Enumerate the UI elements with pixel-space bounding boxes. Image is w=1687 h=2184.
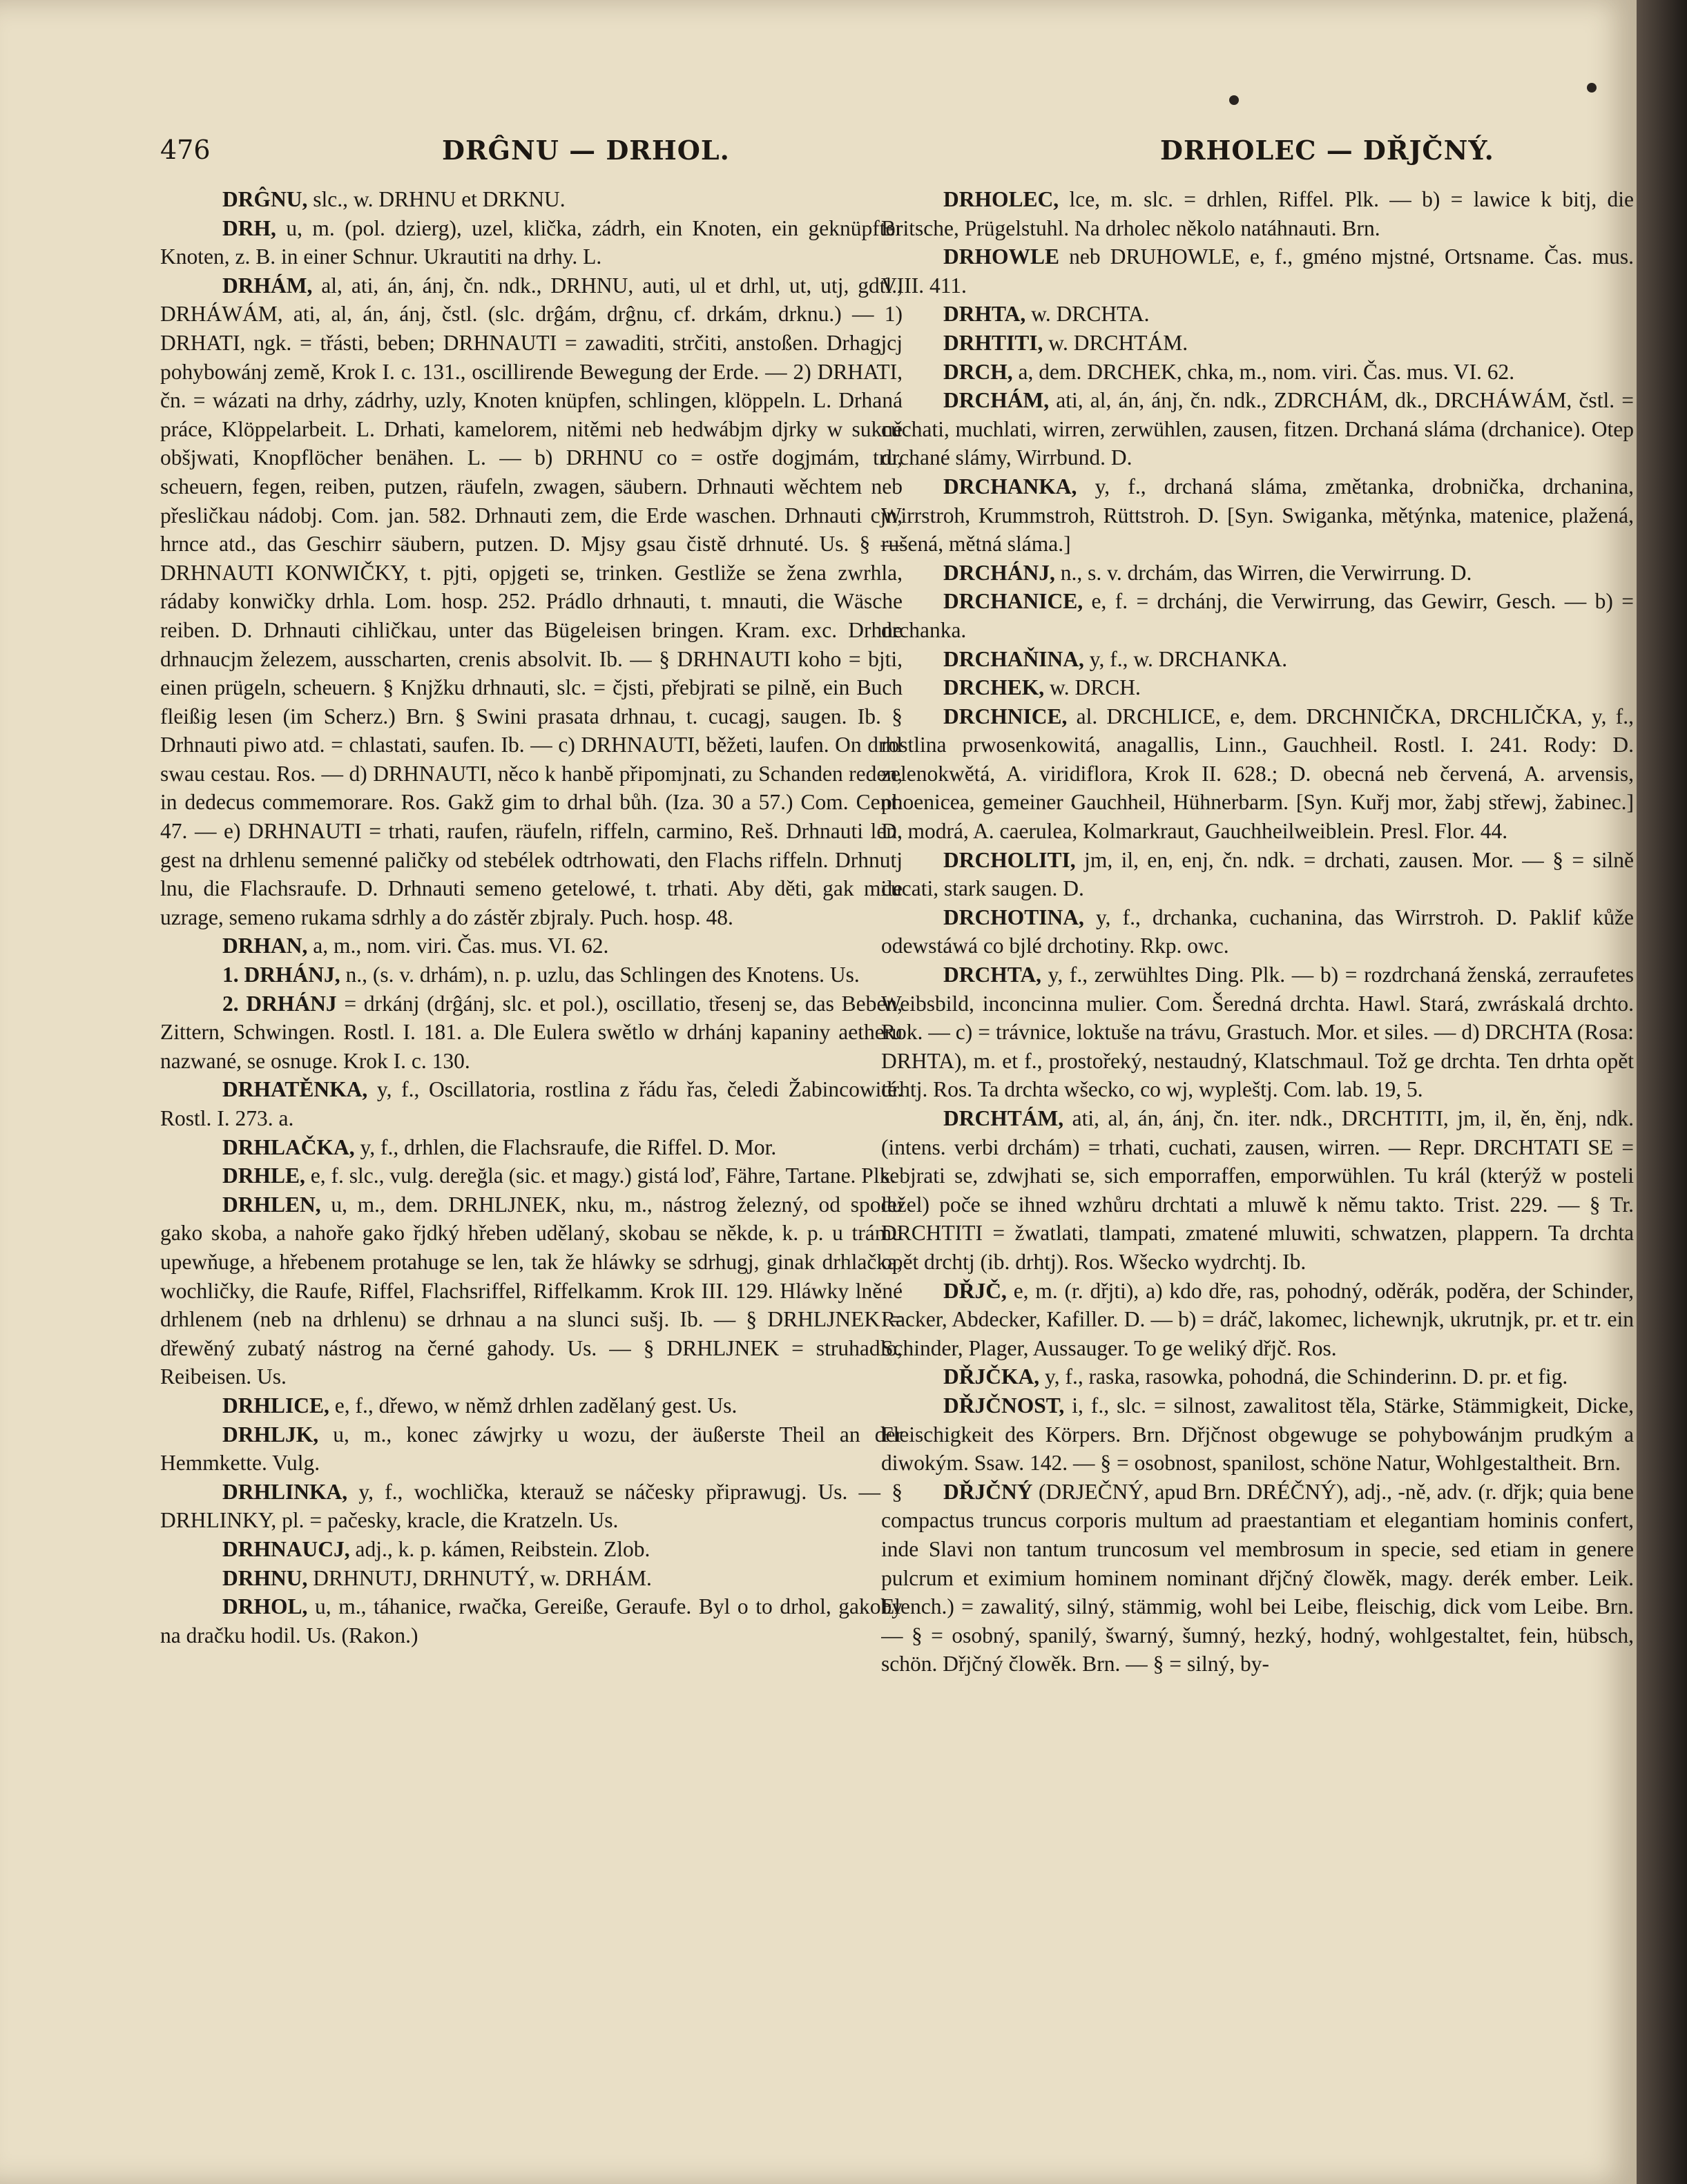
- dictionary-entry: [881, 702, 1634, 846]
- entry-text: u, m., táhanice, rwačka, Gereiße, Geraufe. Byl o to drhol, gakoby na dračku hodil. Us. (Rakon.): [160, 1594, 903, 1647]
- dictionary-entry: [160, 214, 903, 271]
- entry-text: y, f., raska, rasowka, pohodná, die Schinderinn. D. pr. et fig.: [1045, 1364, 1568, 1389]
- dictionary-entry: [881, 1478, 1634, 1679]
- dictionary-entry: [160, 1161, 903, 1190]
- dictionary-entry: [881, 1362, 1634, 1391]
- entry-text: y, f., zerwühltes Ding. Plk. — b) = rozdrchaná ženská, zerraufetes Weibsbild, inconcinna mulier. Com. Šeredná drchta. Hawl. Stará, zwráskalá drchto. Rok. — c) = trávnice, loktuše na trávu, Grastuch. Mor. et siles. — d) DRCHTA (Rosa: DRHTA), m. et f., prostořeký, nestaudný, Klatschmaul. Tož ge drchta. Ten drhta opět drhtj. Ros. Ta drchta wšecko, co wj, wypleštj. Com. lab. 19, 5.: [881, 963, 1634, 1102]
- entry-headword: DRHLJK,: [222, 1422, 319, 1447]
- entry-headword: DŘJČNOST,: [943, 1393, 1065, 1418]
- dictionary-entry: [881, 329, 1634, 358]
- entry-text: y, f., drchaná sláma, změtanka, drobnička, drchanina, Wirrstroh, Krummstroh, Rüttstroh. D. [Syn. Swiganka, mětýnka, matenice, plažená, rušená, mětná sláma.]: [881, 474, 1634, 557]
- entry-text: e, f. = drchánj, die Verwirrung, das Gewirr, Gesch. — b) = drchanka.: [881, 589, 1634, 642]
- entry-text: u, m. (pol. dzierg), uzel, klička, zádrh, ein Knoten, ein geknüpfter Knoten, z. B. in einer Schnur. Ukrautiti na drhy. L.: [160, 215, 903, 269]
- entry-headword: DRHTITI,: [943, 330, 1043, 355]
- dictionary-entry: [881, 846, 1634, 903]
- entry-headword: DRHLINKA,: [222, 1479, 348, 1504]
- dictionary-entry: [160, 1190, 903, 1391]
- entry-headword: DŘJČNÝ: [943, 1479, 1033, 1504]
- entry-headword: DŘJČKA,: [943, 1364, 1040, 1389]
- entry-text: u, m., dem. DRHLJNEK, nku, m., nástrog železný, od spodu gako skoba, a nahoře gako řjdký hřeben udělaný, skobau se někde, k. p. u trámu upewňuge, a hřebenem protahuge se len, tak že hláwky se sdrhugj, ginak drhlačka, wochličky, die Raufe, Riffel, Flachsriffel, Riffelkamm. Krok III. 129. Hláwky lněné drhlenem (neb na drhlenu) se drhnau a na slunci sušj. Ib. — § DRHLJNEK = dřewěný zubatý nástrog na černé gahody. Us. — § DRHLJNEK = struhadlo, Reibeisen. Us.: [160, 1192, 903, 1389]
- right-column: [881, 185, 1634, 2160]
- entry-headword: DRCHAŇINA,: [943, 646, 1084, 671]
- entry-text: y, f., w. DRCHANKA.: [1089, 646, 1288, 671]
- dictionary-entry: [160, 931, 903, 960]
- entry-headword: DRH,: [222, 215, 276, 240]
- dictionary-entry: [160, 989, 903, 1076]
- dictionary-entry: [160, 960, 903, 989]
- entry-text: lce, m. slc. = drhlen, Riffel. Plk. — b) = lawice k bitj, die Britsche, Prügelstuhl. Na drholec několo natáhnauti. Brn.: [881, 187, 1634, 240]
- dictionary-entry: [160, 1535, 903, 1564]
- entry-text: DRHNUTJ, DRHNUTÝ, w. DRHÁM.: [313, 1565, 652, 1590]
- entry-headword: DRHOWLE: [943, 244, 1060, 269]
- entry-headword: DRHLICE,: [222, 1393, 329, 1418]
- dictionary-entry: [160, 1075, 903, 1132]
- entry-headword: DRHTA,: [943, 302, 1026, 327]
- entry-text: ati, al, án, ánj, čn. iter. ndk., DRCHTITI, jm, il, ěn, ěnj, ndk. (intens. verbi drchám) = trhati, cuchati, zausen, wirren. — Repr. DRCHTATI SE = sebjrati se, zdwjhati se, sich emporraffen, emporwühlen. Tu král (kterýž w posteli ležel) poče se ihned wzhůru drchtati a mluwě k němu takto. Trist. 229. — § Tr. DRCHTITI = žwatlati, tlampati, zmatené mluwiti, schwatzen, plappern. Ta drchta opět drchtj (ib. drhtj). Ros. Wšecko wydrchtj. Ib.: [881, 1106, 1634, 1274]
- entry-headword: DRHLE,: [222, 1163, 305, 1188]
- left-column: [160, 185, 903, 2160]
- ink-dot: [1229, 95, 1239, 105]
- entry-text: slc., w. DRHNU et DRKNU.: [313, 187, 566, 211]
- entry-text: y, f., drchanka, cuchanina, das Wirrstroh. D. Paklif kůže odewstáwá co bjlé drchotiny. Rkp. owc.: [881, 905, 1634, 958]
- entry-text: w. DRCHTÁM.: [1048, 330, 1188, 355]
- entry-headword: DRCHÁNJ,: [943, 560, 1055, 585]
- entry-text: w. DRCHTA.: [1031, 302, 1150, 327]
- entry-headword: DRCHOTINA,: [943, 905, 1084, 929]
- ink-dot: [1587, 83, 1597, 93]
- dictionary-entry: [881, 472, 1634, 559]
- running-header: [0, 135, 1637, 169]
- dictionary-entry: [881, 1277, 1634, 1363]
- entry-headword: DRHOLEC,: [943, 187, 1059, 211]
- entry-headword: DRHÁM,: [222, 273, 313, 298]
- dictionary-entry: [881, 960, 1634, 1104]
- entry-headword: DRHOL,: [222, 1594, 308, 1619]
- dictionary-entry: [881, 673, 1634, 702]
- entry-headword: 1. DRHÁNJ,: [222, 963, 340, 987]
- dictionary-entry: [881, 1104, 1634, 1277]
- entry-text: y, f., Oscillatoria, rostlina z řádu řas, čeledi Žabincowité. Rostl. I. 273. a.: [160, 1077, 903, 1130]
- dictionary-entry: [881, 1391, 1634, 1478]
- entry-headword: DRHLAČKA,: [222, 1134, 355, 1159]
- entry-text: a, m., nom. viri. Čas. mus. VI. 62.: [313, 934, 609, 958]
- entry-headword: DRĜNU,: [222, 187, 308, 211]
- dictionary-entry: [160, 185, 903, 214]
- entry-headword: DRHNU,: [222, 1565, 308, 1590]
- entry-headword: DRCHOLITI,: [943, 847, 1076, 872]
- dictionary-entry: [881, 587, 1634, 644]
- left-running-head: DRĜNU — DRHOL.: [442, 135, 730, 166]
- dictionary-entry: [881, 242, 1634, 300]
- entry-headword: DRHATĚNKA,: [222, 1077, 368, 1102]
- entry-text: al, ati, án, ánj, čn. ndk., DRHNU, auti, ul et drhl, ut, utj, gdtl., DRHÁWÁM, ati, al, án, ánj, čstl. (slc. drĝám, drĝnu, cf. drkám, drknu.) — 1) DRHATI, ngk. = třásti, beben; DRHNAUTI = zawaditi, strčiti, anstoßen. Drhagjcj pohybowánj země, Krok I. c. 131., oscillirende Bewegung der Erde. — 2) DRHATI, čn. = wázati na drhy, zádrhy, uzly, Knoten knüpfen, schlingen, klöppeln. L. Drhaná práce, Klöppelarbeit. L. Drhati, kamelorem, nitěmi neb hedwábjm djrky w sukně obšjwati, Knopflöcher benähen. L. — b) DRHNU co = ostře dogjmám, tru, scheuern, fegen, reiben, putzen, räufeln, zwagen, säubern. Drhnauti wěchtem neb přesličkau nádobj. Com. jan. 582. Drhnauti zem, die Erde waschen. Drhnauti cjn, hrnce atd., das Geschirr säubern, putzen. D. Mjsy gsau čistě drhnuté. Us. § — DRHNAUTI KONWIČKY, t. pjti, opjgeti se, trinken. Gestliže se žena zwrhla, rádaby konwičky drhla. Lom. hosp. 252. Prádlo drhnauti, t. mnauti, die Wäsche reiben. D. Drhnauti cihličkau, unter das Bügeleisen bringen. Kram. exc. Drhne drhnaucjm železem, ausscharten, crenis absolvit. Ib. — § DRHNAUTI koho = bjti, einen prügeln, scheuern. § Knjžku drhnauti, slc. = čjsti, přebjrati se pilně, ein Buch fleißig lesen (im Scherz.) Brn. § Swini prasata drhnau, t. cucagj, saugen. Ib. § Drhnauti piwo atd. = chlastati, saufen. Ib. — c) DRHNAUTI, běžeti, laufen. On drhl swau cestau. Ros. — d) DRHNAUTI, něco k hanbě připomjnati, zu Schanden reden, in dedecus commemorare. Ros. Gakž gim to drhal bůh. (Iza. 30 a 57.) Com. Cent. 47. — e) DRHNAUTI = trhati, raufen, räufeln, riffeln, carmino, Reš. Drhnauti len, gest na drhlenu semenné paličky od stebélek odtrhowati, den Flachs riffeln. Drhnutj lnu, die Flachsraufe. D. Drhnauti semeno getelowé, t. trhati. Aby děti, gak mile uzrage, semeno rukama sdrhly a do zástěr zbjraly. Puch. hosp. 48.: [160, 273, 903, 929]
- dictionary-entry: [160, 1564, 903, 1593]
- entry-headword: DRCHTA,: [943, 963, 1042, 987]
- entry-text: i, f., slc. = silnost, zawalitost těla, Stärke, Stämmigkeit, Dicke, Fleischigkeit des Körpers. Brn. Dřjčnost obgewuge se pohybowánjm prudkým a diwokým. Ssaw. 142. — § = osobnost, spanilost, schöne Natur, Wohlgestaltheit. Brn.: [881, 1393, 1634, 1476]
- entry-text: = drkánj (drĝánj, slc. et pol.), oscillatio, třesenj se, das Beben, Zittern, Schwingen. Rostl. I. 181. a. Dle Eulera swětlo w drhánj kapaniny aetheru nazwané, se osnuge. Krok I. c. 130.: [160, 991, 903, 1073]
- entry-text: (DRJEČNÝ, apud Brn. DRÉČNÝ), adj., -ně, adv. (r. dřjk; quia bene compactus truncus corporis multum ad praestantiam et elegantiam hominis confert, inde Slavi non tantum truncosum vel membrosum in specie, sed etiam in genere pulcrum et eximium hominem nominant dřjčný člowěk, magy. derék ember. Leik. Elench.) = zawalitý, silný, stämmig, wohl bei Leibe, fleischig, dick vom Leibe. Brn. — § = osobný, spanilý, šwarný, šumný, hezký, hodný, wohlgestaltet, fein, hübsch, schön. Dřjčný člowěk. Brn. — § = silný, by-: [881, 1479, 1634, 1676]
- entry-text: al. DRCHLICE, e, dem. DRCHNIČKA, DRCHLIČKA, y, f., rostlina prwosenkowitá, anagallis, Linn., Gauchheil. Rostl. I. 241. Rody: D. zelenokwětá, A. viridiflora, Krok II. 628.; D. obecná neb červená, A. arvensis, phoenicea, gemeiner Gauchheil, Hühnerbarm. [Syn. Kuřj mor, žabj střewj, žabinec.] D. modrá, A. caerulea, Kolmarkraut, Gauchheilweiblein. Presl. Flor. 44.: [881, 704, 1634, 844]
- dictionary-entry: [160, 1133, 903, 1162]
- entry-headword: DRCHÁM,: [943, 388, 1050, 413]
- entry-text: u, m., konec záwjrky u wozu, der äußerste Theil an der Hemmkette. Vulg.: [160, 1422, 903, 1476]
- entry-headword: DRHLEN,: [222, 1192, 321, 1217]
- page-number: 476: [160, 135, 211, 165]
- entry-text: a, dem. DRCHEK, chka, m., nom. viri. Čas. mus. VI. 62.: [1018, 359, 1515, 384]
- entry-text: jm, il, en, enj, čn. ndk. = drchati, zausen. Mor. — § = silně cucati, stark saugen. D.: [881, 847, 1634, 901]
- entry-headword: DRHAN,: [222, 934, 308, 958]
- entry-text: n., s. v. drchám, das Wirren, die Verwirrung. D.: [1060, 560, 1472, 585]
- entry-headword: DRCHTÁM,: [943, 1106, 1064, 1130]
- dictionary-entry: [881, 358, 1634, 387]
- dictionary-entry: [881, 645, 1634, 674]
- entry-text: neb DRUHOWLE, e, f., gméno mjstné, Ortsname. Čas. mus. VIII. 411.: [881, 244, 1634, 298]
- dictionary-entry: [881, 559, 1634, 588]
- entry-headword: DRCHNICE,: [943, 704, 1068, 728]
- book-gutter: [1637, 0, 1687, 2184]
- entry-headword: DŘJČ,: [943, 1278, 1007, 1303]
- dictionary-entry: [881, 903, 1634, 960]
- entry-text: e, f., dřewo, w němž drhlen zadělaný gest. Us.: [334, 1393, 738, 1418]
- entry-text: e, m. (r. dřjti), a) kdo dře, ras, pohodný, oděrák, poděra, der Schinder, Racker, Abdecker, Kafiller. D. — b) = dráč, lakomec, lichewnjk, ukrutnjk, pr. et tr. ein Schinder, Plager, Aussauger. To ge weliký dřjč. Ros.: [881, 1278, 1634, 1360]
- dictionary-entry: [160, 1391, 903, 1420]
- dictionary-entry: [160, 1592, 903, 1650]
- entry-headword: 2. DRHÁNJ: [222, 991, 337, 1016]
- entry-text: e, f. slc., vulg. dereğla (sic. et magy.) gistá loď, Fähre, Tartane. Plk.: [310, 1163, 896, 1188]
- dictionary-entry: [881, 386, 1634, 472]
- entry-text: ati, al, án, ánj, čn. ndk., ZDRCHÁM, dk., DRCHÁWÁM, čstl. = cuchati, muchlati, wirren, zerwühlen, zausen, fitzen. Drchaná sláma (drchanice). Otep drchané slámy, Wirrbund. D.: [881, 388, 1634, 470]
- dictionary-entry: [881, 300, 1634, 329]
- entry-headword: DRCHANKA,: [943, 474, 1077, 499]
- entry-text: adj., k. p. kámen, Reibstein. Zlob.: [355, 1536, 650, 1561]
- entry-headword: DRHNAUCJ,: [222, 1536, 350, 1561]
- entry-headword: DRCHANICE,: [943, 589, 1083, 614]
- dictionary-entry: [160, 1478, 903, 1535]
- entry-headword: DRCHEK,: [943, 675, 1045, 700]
- entry-text: y, f., wochlička, kterauž se náčesky připrawugj. Us. — § DRHLINKY, pl. = pačesky, kracle, die Kratzeln. Us.: [160, 1479, 903, 1533]
- entry-text: y, f., drhlen, die Flachsraufe, die Riffel. D. Mor.: [360, 1134, 777, 1159]
- dictionary-entry: [160, 1420, 903, 1478]
- entry-text: n., (s. v. drhám), n. p. uzlu, das Schlingen des Knotens. Us.: [345, 963, 860, 987]
- right-running-head: DRHOLEC — DŘJČNÝ.: [1160, 135, 1494, 166]
- entry-text: w. DRCH.: [1050, 675, 1141, 700]
- dictionary-entry: [160, 271, 903, 932]
- entry-headword: DRCH,: [943, 359, 1013, 384]
- dictionary-entry: [881, 185, 1634, 242]
